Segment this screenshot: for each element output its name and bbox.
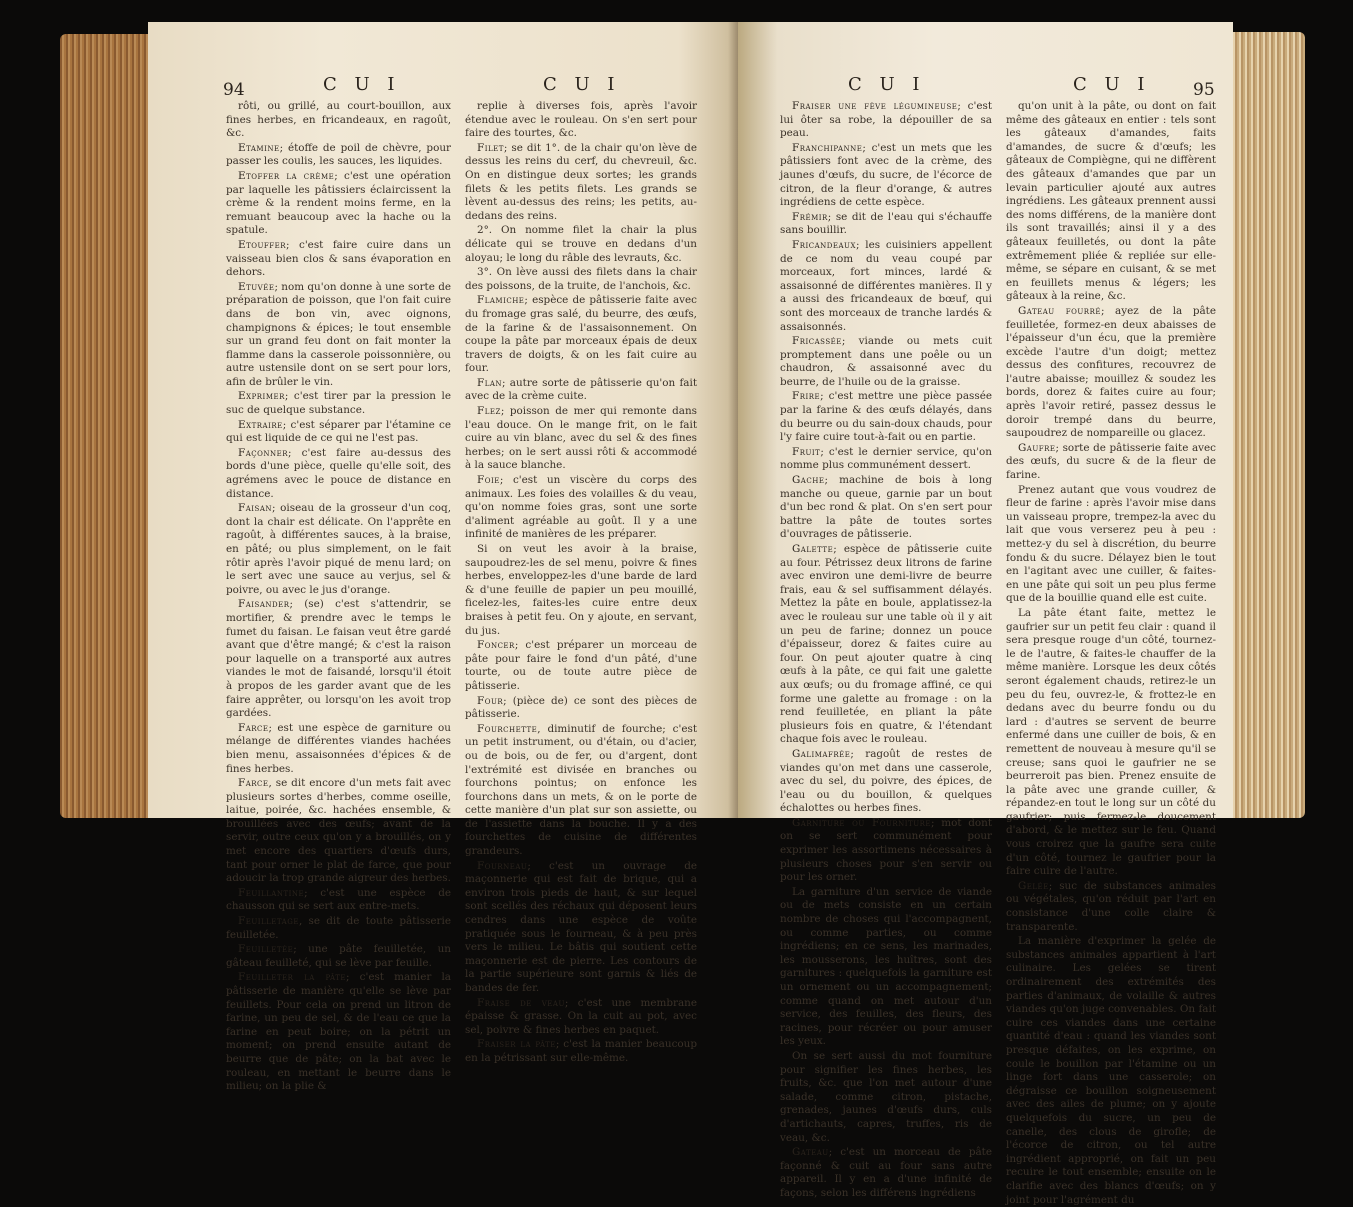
text-column xyxy=(226,100,451,1093)
entry-term: Franchipanne xyxy=(792,141,863,154)
entry-text: ; c'est tirer par la pression le suc de quelque substance. xyxy=(226,390,451,417)
dictionary-entry xyxy=(780,390,992,444)
dictionary-entry xyxy=(780,474,992,542)
dictionary-entry xyxy=(465,294,697,376)
entry-term: Exprimer xyxy=(238,390,285,403)
entry-term: Garniture ou Fourniture xyxy=(792,816,931,829)
entry-term: Foncer xyxy=(477,639,515,652)
text-column xyxy=(465,100,697,1064)
entry-text: ; c'est séparer par l'étamine ce qui est liquide de ce qui ne l'est pas. xyxy=(226,418,451,445)
dictionary-entry xyxy=(465,695,697,722)
entry-text: ; machine de bois à long manche ou queue, garnie par un bout d'un bec rond & plat. On s'en sert pour battre la pâte de toutes sortes d'ouvrages de pâtisserie. xyxy=(780,474,992,541)
left-page-edges xyxy=(60,34,155,818)
entry-term: Fourneau xyxy=(477,859,528,872)
entry-term: Gelée xyxy=(1018,879,1049,892)
dictionary-entry xyxy=(780,886,992,1049)
dictionary-entry xyxy=(1006,484,1216,606)
entry-text: ; suc de substances animales ou végétales, qu'on réduit par l'art en consistance d'une colle claire & transparente. xyxy=(1006,879,1216,933)
running-head: C U I xyxy=(848,74,926,95)
entry-text: ; c'est préparer un morceau de pâte pour faire le fond d'un pâté, d'une tourte, ou de toute autre pièce de pâtisserie. xyxy=(465,639,697,692)
page-number: 94 xyxy=(223,80,245,100)
dictionary-entry xyxy=(780,211,992,238)
entry-text: 2°. On nomme filet la chair la plus délicate qui se trouve en dedans d'un aloyau; le long du râble des levrauts, &c. xyxy=(465,224,697,264)
dictionary-entry xyxy=(465,997,697,1038)
left-page xyxy=(148,22,738,1093)
dictionary-entry xyxy=(226,419,451,446)
entry-term: Flan xyxy=(477,376,503,389)
entry-term: Fruit xyxy=(792,445,821,458)
entry-term: Flez xyxy=(477,405,501,418)
text-column xyxy=(780,100,993,1199)
dictionary-entry xyxy=(780,142,992,210)
entry-text: replie à diverses fois, après l'avoir étendue avec le rouleau. On s'en sert pour faire des tourtes, &c. xyxy=(465,100,697,140)
entry-text: ; c'est mettre une pièce passée par la farine & des œufs délayés, dans du beurre ou du sain-doux chauds, pour l'y faire cuire tout-à-fait ou en partie. xyxy=(780,390,992,444)
dictionary-entry xyxy=(226,100,451,141)
open-book xyxy=(60,14,1305,1206)
entry-term: Gateau fourré xyxy=(1018,304,1101,317)
entry-term: Fraise de veau xyxy=(477,996,565,1009)
running-head: C U I xyxy=(323,74,401,95)
entry-text: , se dit encore d'un mets fait avec plusieurs sortes d'herbes, comme oseille, laitue, poirée, &c. hachées ensemble, & brouillées avec des œufs; avant de la servir, outre ceux qu'on y a brouillés, on y met encore des quartiers d'œufs durs, tant pour orner le plat de farce, que pour adoucir la trop grande aigreur des herbes. xyxy=(226,777,451,885)
dictionary-entry xyxy=(465,224,697,265)
dictionary-entry xyxy=(780,100,992,141)
dictionary-entry xyxy=(226,142,451,169)
dictionary-entry xyxy=(226,915,451,942)
dictionary-entry xyxy=(465,377,697,404)
dictionary-entry xyxy=(1006,305,1216,441)
entry-text: ; espèce de pâtisserie cuite au four. Pétrissez deux litrons de farine avec environ une demi-livre de beurre frais, eau & sel suffisamment délayés. Mettez la pâte en boule, applatissez-la avec le rouleau sur une table où il y ait un peu de farine; donnez un pouce d'épaisseur, dorez & faites cuire au four. On peut ajouter quatre à cinq œufs à la pâte, ce qui fait une galette aux œufs; ou du fromage affiné, ce qui forme une galette au fromage : on la rend feuilletée, en pliant la pâte plusieurs fois en quatre, & l'étendant chaque fois avec le rouleau. xyxy=(780,543,992,746)
entry-term: Fraiser la pâte xyxy=(477,1038,556,1051)
right-page-edges xyxy=(1225,32,1305,818)
dictionary-entry xyxy=(226,722,451,776)
entry-text: ; c'est la manier beaucoup en la pétrissant sur elle-même. xyxy=(465,1038,697,1064)
dictionary-entry xyxy=(465,860,697,996)
entry-term: Etouffer xyxy=(238,238,286,251)
entry-text: La pâte étant faite, mettez le gaufrier sur un petit feu clair : quand il sera presque rouge d'un côté, tournez-le de l'autre, & faites-le chauffer de la même manière. Lorsque les deux côtés seront également chauds, retirez-le un peu du feu, ouvrez-le, & frottez-le en dedans avec du beurre fondu ou du lard : d'autres se servent de beurre enfermé dans une cuiller de bois, & en remettent de nouveau à mesure qu'il se creuse; sans quoi le gaufrier ne se beurreroit pas bien. Prenez ensuite de la pâte avec une grande cuiller, & répandez-en tout le long sur un côté du gaufrier; puis fermez-le doucement d'abord, & le mettez sur le feu. Quand vous croirez que la gaufre sera cuite d'un côté, tournez le gaufrier pour la faire cuire de l'autre. xyxy=(1006,606,1216,878)
entry-text: rôti, ou grillé, au court-bouillon, aux fines herbes, en fricandeaux, en ragoût, &c. xyxy=(226,100,451,140)
entry-text: , diminutif de fourche; c'est un petit instrument, ou d'étain, ou d'acier, ou de bois, ou de fer, ou d'argent, dont l'extrémité est divisée en branches ou fourchons pointus; on enfonce les fourchons dans un mets, & on le porte de cette manière d'un plat sur son assiette, ou de l'assiette dans la bouche. Il y a des fourchettes de cuisine de différentes grandeurs. xyxy=(465,722,697,858)
entry-text: , se dit de toute pâtisserie feuilletée. xyxy=(226,915,451,941)
dictionary-entry xyxy=(465,100,697,141)
entry-text: ; c'est le dernier service, qu'on nomme plus communément dessert. xyxy=(780,445,992,472)
entry-term: Flamiche xyxy=(477,294,525,307)
dictionary-entry xyxy=(780,446,992,473)
entry-text: Prenez autant que vous voudrez de fleur de farine : après l'avoir mise dans un vaisseau propre, trempez-la avec du lait que vous verserez peu à peu : mettez-y du sel à discrétion, du beurre fondu & du sucre. Délayez bien le tout en l'agitant avec une cuiller, & faites-en une pâte qui soit un peu plus ferme que de la bouillie quand elle est cuite. xyxy=(1006,483,1216,605)
entry-term: Frémir xyxy=(792,210,828,223)
entry-term: Farce xyxy=(238,721,269,734)
entry-text: ; ayez de la pâte feuilletée, formez-en deux abaisses de l'épaisseur d'un écu, que la première excède l'autre d'un doigt; mettez dessus des confitures, recouvrez de l'autre abaisse; mouillez & soudez les bords, dorez & faites cuire au four; après l'avoir retiré, passez dessus le doroir trempé dans du beurre, saupoudrez de nompareille ou glacez. xyxy=(1006,304,1217,440)
entry-text: ; c'est un viscère du corps des animaux. Les foies des volailles & du veau, qu'on nomme foies gras, sont une sorte d'aliment agréable au goût. Il y a une infinité de manières de les préparer. xyxy=(465,474,697,541)
entry-text: ; viande ou mets cuit promptement dans une poêle ou un chaudron, & assaisonné avec du beurre, de l'huile ou de la graisse. xyxy=(780,335,992,388)
entry-text: ; c'est une opération par laquelle les pâtissiers éclaircissent la crème & la rendent moins ferme, en la remuant beaucoup avec la hache ou la spatule. xyxy=(226,169,451,237)
entry-text: ; (pièce de) ce sont des pièces de pâtisserie. xyxy=(465,694,697,721)
dictionary-entry xyxy=(1006,607,1216,879)
entry-text: ; c'est une espèce de chausson qui se sert aux entre-mets. xyxy=(226,886,451,913)
entry-term: Extraire xyxy=(238,418,283,431)
entry-text: ; mot dont on se sert communément pour exprimer les assortimens nécessaires à plusieurs choses pour s'en servir ou pour les orner. xyxy=(780,816,992,884)
entry-text: ; (se) c'est s'attendrir, se mortifier, & prendre avec le temps le fumet du faisan. Le faisan veut être gardé avant que d'être mangé; & c'est la raison pour laquelle on a transporté aux autres viandes le mot de faisandé, lorsqu'il étoit à propos de les garder avant que de les faire apprêter, ou lorsqu'on les avoit trop gardées. xyxy=(226,598,451,720)
dictionary-entry xyxy=(465,405,697,473)
entry-term: Fricassée xyxy=(792,335,842,348)
entry-term: Fourchette xyxy=(477,722,538,735)
entry-text: On se sert aussi du mot fourniture pour signifier les fines herbes, les fruits, &c. que l'on met autour d'une salade, comme citron, pistache, grenades, jaunes d'œufs durs, culs d'artichauts, capres, truffes, ris de veau, &c. xyxy=(780,1049,992,1144)
entry-term: Gache xyxy=(792,474,825,487)
entry-term: Feuilleter la pâte xyxy=(238,971,346,984)
dictionary-entry xyxy=(780,817,992,885)
entry-term: Faisander xyxy=(238,598,290,611)
entry-text: Si on veut les avoir à la braise, saupoudrez-les de sel menu, poivre & fines herbes, enveloppez-les d'une barde de lard & d'une feuille de papier un peu mouillé, ficelez-les, faites-les cuire entre deux braises à petit feu. On y ajoute, en servant, du jus. xyxy=(465,543,697,637)
dictionary-entry xyxy=(226,777,451,886)
entry-text: La manière d'exprimer la gelée de substances animales appartient à l'art culinaire. Les gelées se tirent ordinairement des extrémités des parties d'animaux, de volaille & autres viandes qu'on juge convenables. On fait cuire ces viandes dans une certaine quantité d'eau : quand les viandes sont presque défaites, on les exprime, on coule le bouillon par l'étamine ou un linge fort dans une casserole; on dégraisse ce bouillon soigneusement avec des ailes de plume; on y ajoute quelquefois du sucre, un peu de canelle, des clous de girofle; de l'écorce de citron, ou tel autre ingrédient approprié, on fait un peu recuire le tout ensemble; ensuite on le clarifie avec des blancs d'œufs; on y joint pour l'agrément du xyxy=(1006,935,1216,1206)
entry-text: ; c'est un mets que les pâtissiers font avec de la crème, des jaunes d'œufs, du sucre, de l'écorce de citron, de la fleur d'orange, & autres ingrédiens de cette espèce. xyxy=(780,141,992,209)
dictionary-entry xyxy=(465,1038,697,1065)
entry-term: Filet xyxy=(477,141,504,154)
dictionary-entry xyxy=(780,335,992,389)
page-number: 95 xyxy=(1193,80,1215,100)
entry-term: Farce xyxy=(238,777,269,790)
dictionary-entry xyxy=(226,502,451,597)
entry-text: ; nom qu'on donne à une sorte de préparation de poisson, que l'on fait cuire dans de bon vin, avec oignons, champignons & épices; le tout ensemble sur un grand feu dont on fait monter la flamme dans la casserole poissonnière, ou autre ustensile dont on se sert pour lors, afin de brûler le vin. xyxy=(226,280,451,388)
dictionary-entry xyxy=(465,266,697,293)
entry-text: qu'on unit à la pâte, ou dont on fait même des gâteaux en entier : tels sont les gâteaux d'amandes, faits d'amandes, de sucre & d'œufs; les gâteaux de Compiègne, qui ne diffèrent des gâteaux d'amandes que par un levain particulier ajouté aux autres ingrédiens. Les gâteaux prennent aussi des noms différens, de la manière dont ils sont travaillés; ainsi il y a des gâteaux feuilletés, ou dont la pâte extrêmement pliée & repliée sur elle-même, se sépare en cuisant, & se met en feuillets menus & légers; les gâteaux à la reine, &c. xyxy=(1006,100,1216,303)
entry-text: 3°. On lève aussi des filets dans la chair des poissons, de la truite, de l'anchois, &c. xyxy=(465,266,697,292)
dictionary-entry xyxy=(465,723,697,859)
entry-text: ; espèce de pâtisserie faite avec du fromage gras salé, du beurre, des œufs, de la farine & de l'assaisonnement. On coupe la pâte par morceaux épais de deux travers de doigts, & on les fait cuire au four. xyxy=(465,294,697,375)
entry-text: ; se dit 1°. de la chair qu'on lève de dessus les reins du cerf, du chevreuil, &c. On en distingue deux sortes; les grands filets & les petits filets. Les grands se lèvent au-dessus des reins; les petits, au-dedans des reins. xyxy=(465,141,697,222)
entry-text: ; c'est faire cuire dans un vaisseau bien clos & sans évaporation en dehors. xyxy=(226,238,451,279)
entry-term: Etuvée xyxy=(238,280,275,293)
entry-text: La garniture d'un service de viande ou de mets consiste en un certain nombre de choses qui l'accompagnent, ou comme parties, ou comme ingrédiens; en ce sens, les marinades, les mousserons, les huîtres, sont des garnitures : quelquefois la garniture est un ornement ou un accompagnement; comme quand on met autour d'un service, des feuilles, des fleurs, des racines, pour récréer ou pour amuser les yeux. xyxy=(780,885,992,1048)
entry-text: ; poisson de mer qui remonte dans l'eau douce. On le mange frit, on le fait cuire au vin blanc, avec du sel & des fines herbes; on le sert aussi rôti & accommodé à la sauce blanche. xyxy=(465,405,697,472)
dictionary-entry xyxy=(1006,880,1216,934)
entry-term: Etamine xyxy=(238,141,280,154)
entry-text: ; est une espèce de garniture ou mélange de différentes viandes hachées bien menu, assaisonnées d'épices & de fines herbes. xyxy=(226,721,451,775)
dictionary-entry xyxy=(780,239,992,334)
entry-text: ; une pâte feuilletée, un gâteau feuilleté, qui se lève par feuille. xyxy=(226,943,451,969)
entry-text: ; c'est un morceau de pâte façonné & cuit au four sans autre appareil. Il y en a d'une infinité de façons, selon les différens ingrédiens xyxy=(780,1146,992,1199)
entry-text: ; étoffe de poil de chèvre, pour passer les coulis, les sauces, les liquides. xyxy=(226,141,451,168)
entry-term: Gaufre xyxy=(1018,441,1056,454)
entry-text: ; c'est faire au-dessus des bords d'une pièce, quelle qu'elle soit, des agrémens avec le pouce de distance en distance. xyxy=(226,446,451,500)
entry-term: Four xyxy=(477,694,504,707)
entry-term: Faisan xyxy=(238,502,273,515)
dictionary-entry xyxy=(226,447,451,501)
dictionary-entry xyxy=(465,474,697,542)
dictionary-entry xyxy=(226,239,451,280)
dictionary-entry xyxy=(226,390,451,417)
dictionary-entry xyxy=(465,142,697,224)
right-page xyxy=(738,22,1233,1206)
running-head: C U I xyxy=(1073,74,1151,95)
entry-term: Feuillantine xyxy=(238,886,305,899)
dictionary-entry xyxy=(780,1146,992,1200)
entry-text: ; c'est lui ôter sa robe, la dépouiller de sa peau. xyxy=(780,100,993,140)
entry-term: Feuilletée xyxy=(238,943,294,956)
dictionary-entry xyxy=(226,887,451,914)
dictionary-entry xyxy=(1006,935,1216,1207)
entry-term: Façonner xyxy=(238,446,288,459)
entry-text: ; sorte de pâtisserie faite avec des œufs, du sucre & de la fleur de farine. xyxy=(1006,441,1216,482)
entry-term: Frire xyxy=(792,390,821,403)
dictionary-entry xyxy=(226,598,451,720)
entry-text: ; se dit de l'eau qui s'échauffe sans bouillir. xyxy=(780,210,992,237)
entry-text: ; c'est une membrane épaisse & grasse. On la cuit au pot, avec sel, poivre & fines herbes en paquet. xyxy=(465,996,697,1036)
dictionary-entry xyxy=(780,748,992,816)
entry-text: ; oiseau de la grosseur d'un coq, dont la chair est délicate. On l'apprête en ragoût, à différentes sauces, à la braise, en pâté; ou plus simplement, on le fait rôtir après l'avoir piqué de menu lard; on le sert avec une sauce au verjus, sel & poivre, ou avec le jus d'orange. xyxy=(226,502,451,596)
dictionary-entry xyxy=(226,170,451,238)
entry-term: Fraiser une fève légumineuse xyxy=(792,100,958,112)
entry-term: Foie xyxy=(477,474,500,487)
entry-term: Feuilletage xyxy=(238,915,299,928)
dictionary-entry xyxy=(465,543,697,638)
dictionary-entry xyxy=(465,639,697,693)
entry-term: Gateau xyxy=(792,1146,829,1159)
entry-term: Galette xyxy=(792,543,834,555)
dictionary-entry xyxy=(226,281,451,390)
dictionary-entry xyxy=(226,971,451,1093)
text-column xyxy=(1006,100,1217,1206)
entry-term: Fricandeaux xyxy=(792,238,856,251)
entry-term: Galimafrée xyxy=(792,747,851,760)
dictionary-entry xyxy=(1006,442,1216,483)
entry-text: ; les cuisiniers appellent de ce nom du veau coupé par morceaux, fort minces, lardé & assaisonné de différentes manières. Il y a aussi des fricandeaux de bœuf, qui sont des morceaux de tranche lardés & assaisonnés. xyxy=(780,238,992,333)
running-head: C U I xyxy=(543,74,621,95)
dictionary-entry xyxy=(780,1050,992,1145)
dictionary-entry xyxy=(226,943,451,970)
entry-text: ; c'est manier la pâtisserie de manière qu'elle se lève par feuillets. Pour cela on prend un litron de farine, un peu de sel, & de l'eau ce que la farine en peut boire; on la pétrit un moment; on prend ensuite autant de beurre que de pâte; on la bat avec le rouleau, en mettant le beurre dans le milieu; on la plie & xyxy=(226,971,451,1093)
entry-term: Etoffer la crème xyxy=(238,169,335,182)
dictionary-entry xyxy=(780,543,992,747)
dictionary-entry xyxy=(1006,100,1216,304)
entry-text: ; autre sorte de pâtisserie qu'on fait avec de la crème cuite. xyxy=(465,376,697,403)
entry-text: ; c'est un ouvrage de maçonnerie qui est fait de brique, qui a environ trois pieds de haut, & sur lequel sont scellés des réchaux qui déposent leurs cendres dans une espèce de voûte pratiquée sous le fourneau, & à peu près vers le milieu. Le bâtis qui soutient cette maçonnerie est de pierre. Les contours de la partie supérieure sont garnis & liés de bandes de fer. xyxy=(465,859,697,994)
entry-text: ; ragoût de restes de viandes qu'on met dans une casserole, avec du sel, du poivre, des épices, de l'eau ou du bouillon, & quelques échalottes ou herbes fines. xyxy=(780,747,992,815)
